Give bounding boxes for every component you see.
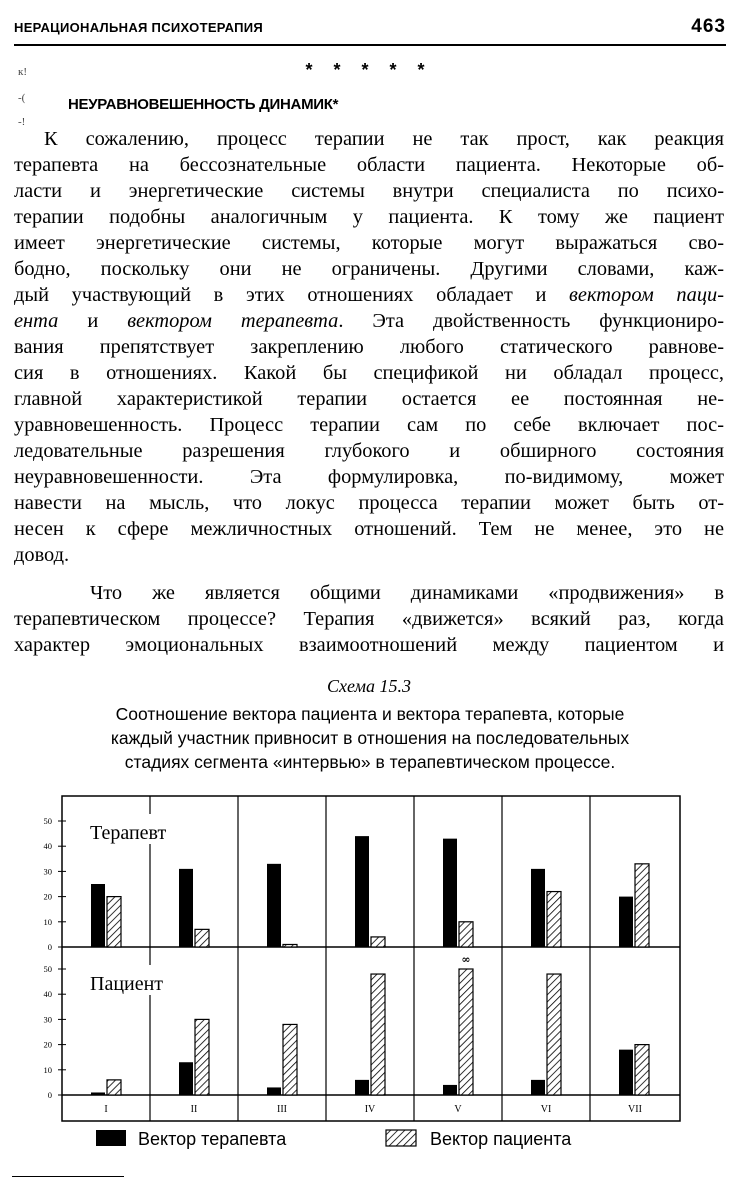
- y-tick-label: 20: [43, 891, 52, 902]
- therapist-vector-bar: [355, 836, 369, 947]
- text-line: несен к сфере межличностных отношений. Тем не менее, это не: [14, 518, 724, 540]
- text-line: Что же является общими динамиками «продвижения» в: [90, 582, 724, 604]
- text-line: главной характеристикой терапии остается ее постоянная не-: [14, 388, 724, 410]
- caption-line: стадиях сегмента «интервью» в терапевтическом процессе.: [124, 752, 616, 772]
- x-category-label: IV: [364, 1104, 376, 1115]
- patient-vector-bar: [459, 922, 473, 947]
- y-tick-label: 0: [47, 942, 52, 952]
- therapist-vector-bar: [91, 1092, 105, 1095]
- text-line: уравновешенность. Процесс терапии сам по себе включает пос-: [14, 414, 724, 436]
- text-line: сия в отношениях. Какой бы спецификой ни обладал процесс,: [14, 362, 724, 384]
- patient-vector-bar: [283, 1024, 297, 1095]
- text-line: ласти и энергетические системы внутри специалиста по психо-: [14, 180, 724, 202]
- text-line: имеет энергетические системы, которые могут выражаться сво-: [14, 232, 724, 254]
- therapist-vector-bar: [179, 1062, 193, 1095]
- therapist-vector-bar: [443, 839, 457, 947]
- x-category-label: V: [454, 1104, 462, 1115]
- patient-vector-bar: [547, 974, 561, 1095]
- patient-vector-bar: [195, 1019, 209, 1095]
- patient-vector-bar: [459, 969, 473, 1095]
- text-line: ледовательные разрешения глубокого и обширного состояния: [14, 440, 724, 462]
- text-line: терапевта на бессознательные области пациента. Некоторые об-: [14, 154, 724, 176]
- patient-vector-bar: [547, 892, 561, 947]
- panel-title: Терапевт: [90, 822, 167, 844]
- margin-mark: -(: [18, 92, 26, 104]
- y-tick-label: 10: [43, 1064, 52, 1075]
- infinity-annotation: ∞: [461, 953, 471, 966]
- legend-therapist-label: Вектор терапевта: [138, 1129, 287, 1149]
- margin-mark: к!: [18, 66, 28, 78]
- margin-mark: -!: [18, 116, 26, 128]
- x-category-label: VI: [540, 1104, 552, 1115]
- patient-vector-bar: [371, 937, 385, 947]
- text-line: терапии подобны аналогичным у пациента. К тому же пациент: [14, 206, 724, 228]
- section-separator: * * * * *: [305, 60, 433, 80]
- footnote-rule: [12, 1176, 124, 1177]
- text-line: довод.: [14, 544, 70, 566]
- section-title: НЕУРАВНОВЕШЕННОСТЬ ДИНАМИК*: [68, 96, 339, 113]
- therapist-vector-bar: [355, 1080, 369, 1095]
- text-line: К сожалению, процесс терапии не так прост, как реакция: [44, 128, 724, 150]
- panel-title: Пациент: [90, 973, 164, 995]
- text-line: дый участвующий в этих отношениях обладает и вектором паци-: [14, 284, 724, 306]
- text-line: ента и вектором терапевта. Эта двойственность функциониро-: [14, 310, 724, 332]
- text-line: навести на мысль, что локус процесса терапии может быть от-: [14, 492, 724, 514]
- y-tick-label: 20: [43, 1039, 52, 1050]
- page-number: 463: [691, 16, 726, 37]
- therapist-vector-bar: [179, 869, 193, 947]
- therapist-vector-bar: [531, 1080, 545, 1095]
- therapist-vector-bar: [619, 1050, 633, 1095]
- running-header-title: НЕРАЦИОНАЛЬНАЯ ПСИХОТЕРАПИЯ: [14, 20, 264, 35]
- patient-vector-bar: [107, 897, 121, 947]
- caption-line: каждый участник привносит в отношения на последовательных: [110, 728, 630, 748]
- y-tick-label: 40: [43, 989, 52, 1000]
- caption-line: Соотношение вектора пациента и вектора терапевта, которые: [115, 704, 625, 724]
- patient-vector-bar: [283, 944, 297, 947]
- y-tick-label: 10: [43, 916, 52, 927]
- y-tick-label: 40: [43, 841, 52, 852]
- therapist-vector-bar: [267, 864, 281, 947]
- patient-vector-bar: [371, 974, 385, 1095]
- y-tick-label: 50: [43, 964, 52, 974]
- therapist-vector-bar: [443, 1085, 457, 1095]
- text-line: вания препятствует закреплению любого статического равнове-: [14, 336, 724, 358]
- legend-patient-label: Вектор пациента: [430, 1129, 572, 1149]
- x-category-label: I: [104, 1104, 108, 1115]
- x-category-label: II: [190, 1104, 198, 1115]
- patient-vector-bar: [635, 1045, 649, 1095]
- text-line: терапевтическом процессе? Терапия «движется» всякий раз, когда: [14, 608, 724, 630]
- y-tick-label: 30: [43, 866, 52, 877]
- patient-vector-bar: [107, 1080, 121, 1095]
- therapist-vector-bar: [91, 884, 105, 947]
- legend-patient-swatch: [386, 1130, 416, 1146]
- therapist-vector-bar: [619, 897, 633, 947]
- therapist-vector-bar: [267, 1087, 281, 1095]
- y-tick-label: 50: [43, 816, 52, 826]
- text-line: неуравновешенности. Эта формулировка, по-видимому, может: [14, 466, 724, 488]
- scheme-label: Схема 15.3: [326, 676, 412, 696]
- patient-vector-bar: [635, 864, 649, 947]
- x-category-label: III: [277, 1104, 287, 1115]
- text-line: бодно, поскольку они не ограничены. Другими словами, каж-: [14, 258, 724, 280]
- text-line: характер эмоциональных взаимоотношений между пациентом и: [14, 634, 724, 656]
- legend-therapist-swatch: [96, 1130, 126, 1146]
- y-tick-label: 0: [47, 1090, 52, 1100]
- x-category-label: VII: [628, 1104, 642, 1115]
- patient-vector-bar: [195, 929, 209, 947]
- therapist-vector-bar: [531, 869, 545, 947]
- y-tick-label: 30: [43, 1014, 52, 1025]
